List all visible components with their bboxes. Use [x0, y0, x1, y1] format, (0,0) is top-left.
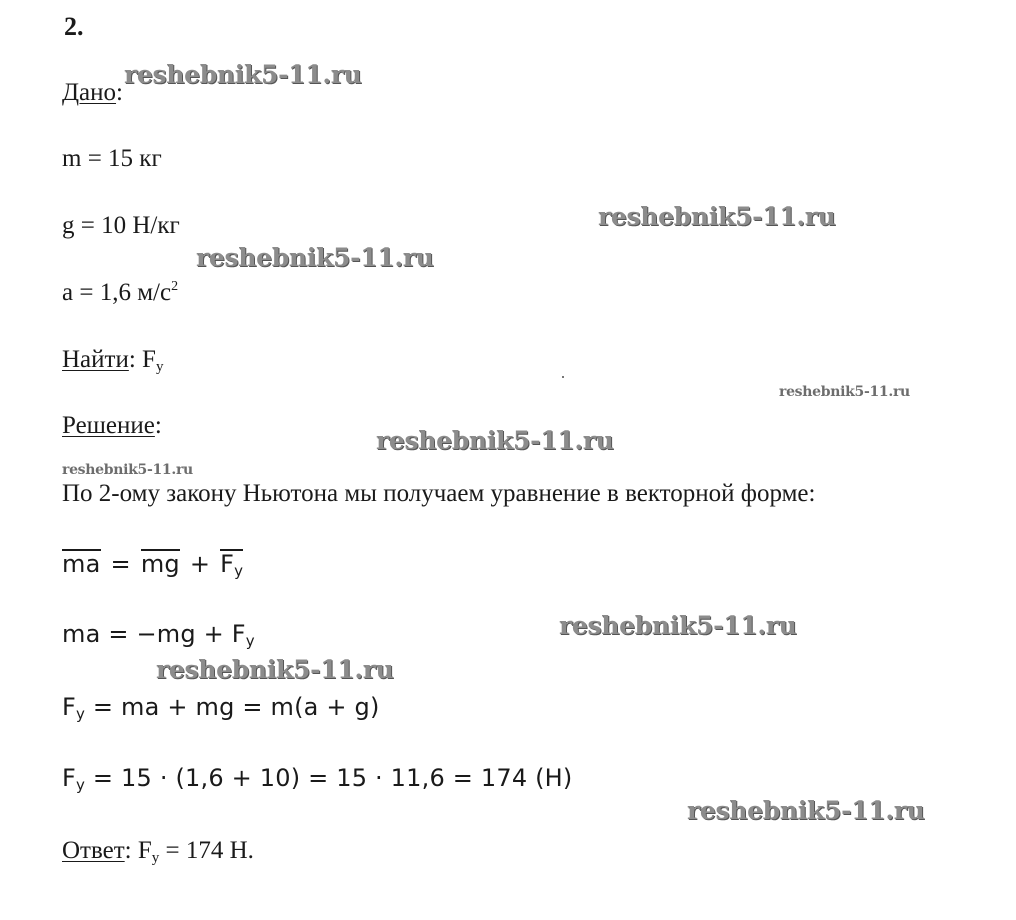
equation-calculation	[62, 764, 573, 794]
equation-vector	[62, 549, 244, 580]
plus-sign: +	[189, 550, 211, 578]
given-acceleration	[62, 280, 178, 305]
vector-fy-subscript: y	[234, 562, 244, 580]
equation-projection-subscript: y	[245, 632, 255, 650]
given-mass	[62, 146, 162, 171]
find-line	[62, 346, 164, 375]
given-acceleration-value: = 1,6 м/с	[73, 279, 172, 306]
solution-intro: По 2-ому закону Ньютона мы получаем уравнение в векторной форме:	[62, 480, 816, 507]
given-mass-value: = 15 кг	[81, 145, 162, 172]
answer-value: = 174 Н.	[159, 837, 254, 864]
equation-force	[62, 693, 380, 723]
equation-force-rhs: = ma + mg = m(a + g)	[85, 693, 380, 721]
find-label: Найти	[62, 346, 129, 373]
vector-mg: mg	[140, 550, 180, 578]
answer-subscript: у	[151, 850, 160, 866]
find-subscript: у	[155, 359, 164, 375]
given-gravity	[62, 213, 180, 238]
equation-projection-text: ma = −mg + F	[62, 620, 246, 648]
watermark: reshebnik5-11.ru	[124, 60, 362, 89]
vector-fy	[220, 549, 244, 580]
watermark: reshebnik5-11.ru	[376, 426, 614, 455]
given-gravity-value: = 10 Н/кг	[74, 212, 180, 239]
given-acceleration-var: a	[62, 279, 74, 306]
equation-calculation-lhs: F	[62, 764, 77, 792]
equals-sign: =	[110, 550, 131, 578]
vector-ma: ma	[62, 550, 101, 578]
watermark: reshebnik5-11.ru	[687, 796, 925, 825]
watermark: reshebnik5-11.ru	[559, 611, 797, 640]
given-mass-var: m	[62, 145, 82, 172]
watermark: reshebnik5-11.ru	[779, 384, 910, 400]
vector-fy-base: F	[220, 550, 235, 578]
answer-label: Ответ	[62, 837, 125, 864]
given-colon: :	[116, 79, 123, 106]
watermark: reshebnik5-11.ru	[62, 462, 193, 478]
given-acceleration-exponent: 2	[171, 279, 179, 294]
speck	[562, 376, 564, 378]
find-text: : F	[128, 346, 156, 373]
equation-force-subscript: y	[76, 705, 86, 723]
problem-number: 2.	[64, 12, 84, 41]
watermark: reshebnik5-11.ru	[598, 202, 836, 231]
given-label: Дано	[62, 79, 117, 106]
solution-heading	[62, 413, 162, 438]
given-heading	[62, 80, 123, 105]
answer-line	[62, 837, 254, 866]
solution-label: Решение	[62, 412, 155, 439]
equation-calculation-subscript: y	[76, 776, 86, 794]
equation-force-lhs: F	[62, 693, 77, 721]
answer-text: : F	[124, 837, 152, 864]
given-gravity-var: g	[62, 212, 75, 239]
equation-projection	[62, 620, 255, 650]
solution-colon: :	[154, 412, 162, 439]
watermark: reshebnik5-11.ru	[196, 243, 434, 272]
watermark: reshebnik5-11.ru	[156, 655, 394, 684]
equation-calculation-rhs: = 15 · (1,6 + 10) = 15 · 11,6 = 174 (H)	[85, 764, 573, 792]
